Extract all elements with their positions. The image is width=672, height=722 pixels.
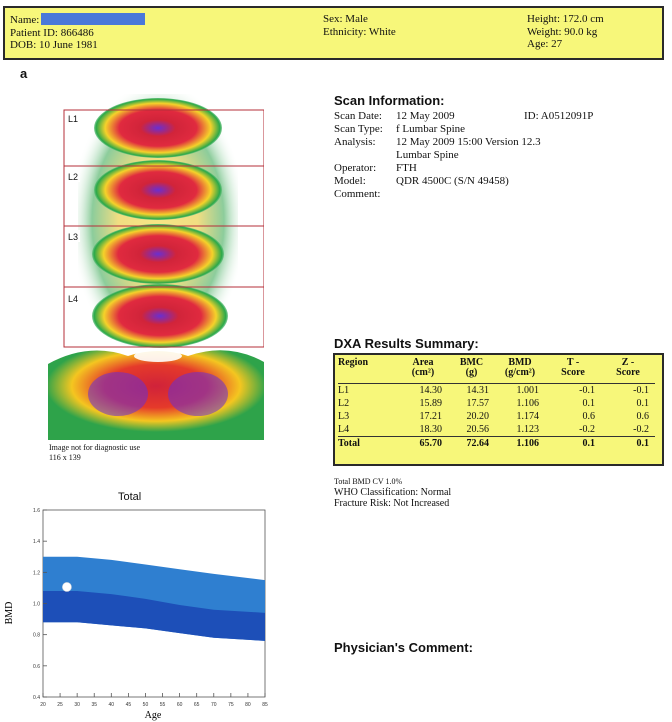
chart-y-tick-label: 0.8: [33, 632, 40, 639]
cell-region: L3: [338, 411, 350, 422]
cell-region: Total: [338, 437, 398, 451]
cell-bmc: 20.56: [466, 424, 489, 435]
scan-info-key: Analysis:: [334, 136, 376, 148]
patient-body-column: [527, 13, 604, 51]
bmd-reference-chart: [0, 505, 290, 722]
patient-ethnicity: Ethnicity: White: [323, 25, 396, 38]
chart-y-tick-label: 1.0: [33, 601, 40, 608]
table-header-row: [338, 358, 655, 384]
chart-x-tick-label: 85: [262, 702, 268, 708]
chart-x-tick-label: 50: [142, 702, 149, 708]
scan-id: ID: A0512091P: [524, 110, 594, 122]
col-z-label: Z -: [621, 357, 635, 368]
cell-t-score: 0.1: [582, 398, 595, 409]
scan-info-value: f Lumbar Spine: [396, 123, 466, 135]
col-z-unit: Score: [616, 367, 640, 378]
cell-bmd: 1.001: [516, 385, 539, 396]
table-row: [338, 410, 655, 423]
scan-info-value: 12 May 2009 15:00 Version 12.3: [396, 136, 541, 148]
cell-area: 14.30: [419, 385, 442, 396]
scan-info-row: [334, 136, 541, 149]
cell-z-score: -0.2: [633, 424, 649, 435]
col-bmd: [495, 358, 545, 384]
col-area-unit: (cm²): [411, 367, 435, 378]
scan-info-key: Scan Type:: [334, 123, 383, 135]
chart-y-tick-label: 1.2: [33, 570, 40, 577]
col-z-score: [601, 358, 655, 384]
scan-info-value: 12 May 2009: [396, 110, 455, 122]
cell-z-score: 0.1: [636, 398, 649, 409]
patient-dob: DOB: 10 June 1981: [10, 39, 98, 51]
cell-area: 65.70: [398, 437, 448, 451]
chart-xlabel: Age: [144, 710, 162, 721]
col-bmc-label: BMC: [459, 357, 484, 368]
patient-header: [3, 6, 664, 60]
scan-info-row: [334, 188, 541, 201]
name-label: Name:: [10, 14, 40, 26]
chart-ylabel: BMD: [4, 601, 15, 625]
cell-bmc: 17.57: [466, 398, 489, 409]
image-note-disclaimer: Image not for diagnostic use: [49, 443, 141, 452]
vertebra-label-l1: L1: [68, 114, 79, 124]
col-bmc-unit: (g): [465, 367, 478, 378]
chart-patient-point: [62, 582, 71, 591]
scan-info-row: [334, 175, 541, 188]
cell-z-score: -0.1: [633, 385, 649, 396]
scan-info-key: Operator:: [334, 162, 377, 174]
who-classification: WHO Classification: Normal: [334, 487, 452, 498]
cell-region: L4: [338, 424, 350, 435]
patient-age: Age: 27: [527, 38, 563, 50]
col-area: [398, 358, 448, 384]
cell-bmd: 1.106: [516, 398, 539, 409]
vertebra-label-l3: L3: [68, 232, 79, 242]
cell-region: L2: [338, 398, 350, 409]
col-t-label: T -: [566, 357, 580, 368]
scan-info-key: [334, 149, 396, 162]
cell-area: 15.89: [419, 398, 442, 409]
col-bmd-label: BMD: [508, 357, 532, 368]
image-note: [49, 443, 140, 463]
scan-info-row: [334, 123, 541, 136]
chart-x-tick-label: 75: [228, 702, 234, 708]
scan-info-value: QDR 4500C (S/N 49458): [396, 175, 509, 187]
cell-region: L1: [338, 385, 350, 396]
scan-info-value: FTH: [396, 162, 417, 174]
col-region: Region: [338, 358, 398, 384]
results-table: [333, 353, 664, 466]
scan-info-row: [334, 149, 541, 162]
chart-y-tick-label: 0.6: [33, 663, 40, 670]
chart-y-tick-label: 0.4: [33, 695, 40, 701]
table-row: [338, 384, 655, 398]
chart-x-tick-label: 80: [245, 702, 251, 708]
cell-z-score: 0.1: [601, 437, 655, 451]
patient-id: Patient ID: 866486: [10, 26, 94, 39]
cell-t-score: -0.1: [579, 385, 595, 396]
table-row: [338, 397, 655, 410]
redacted-name: [41, 13, 145, 25]
results-grid: [338, 358, 655, 450]
chart-x-tick-label: 65: [193, 702, 200, 708]
patient-demographics-column: [323, 13, 396, 38]
col-bmd-unit: (g/cm²): [504, 367, 536, 378]
spine-scan-graphic: [48, 94, 264, 440]
image-note-size: 116 x 139: [49, 453, 81, 462]
vertebra-label-l4: L4: [68, 294, 79, 304]
scan-info-row: [334, 110, 541, 123]
cell-t-score: 0.1: [545, 437, 601, 451]
cell-t-score: -0.2: [579, 424, 595, 435]
patient-weight: Weight: 90.0 kg: [527, 25, 598, 38]
chart-x-tick-label: 40: [108, 702, 115, 708]
patient-name: [10, 13, 145, 27]
vertebra-label-l2: L2: [68, 172, 79, 182]
scan-info-title: Scan Information:: [334, 93, 445, 108]
chart-x-tick-label: 60: [176, 702, 183, 708]
col-bmc: [448, 358, 495, 384]
bmd-cv-note: Total BMD CV 1.0%: [334, 477, 403, 486]
cell-area: 18.30: [419, 424, 442, 435]
patient-height: Height: 172.0 cm: [527, 13, 604, 25]
cell-bmd: 1.106: [495, 437, 545, 451]
cell-bmc: 20.20: [466, 411, 489, 422]
table-row: [338, 423, 655, 437]
chart-y-tick-label: 1.4: [33, 539, 40, 546]
scan-info-row: [334, 162, 541, 175]
fracture-risk: Fracture Risk: Not Increased: [334, 498, 450, 509]
cell-t-score: 0.6: [582, 411, 595, 422]
scan-info-key: Comment:: [334, 188, 381, 200]
col-t-score: [545, 358, 601, 384]
chart-x-tick-label: 45: [125, 702, 132, 708]
chart-y-tick-label: 1.6: [33, 508, 40, 514]
chart-x-tick-label: 25: [57, 702, 63, 708]
patient-sex: Sex: Male: [323, 13, 368, 25]
cell-z-score: 0.6: [636, 411, 649, 422]
cell-bmd: 1.123: [516, 424, 539, 435]
patient-id-column: [10, 13, 145, 52]
col-area-label: Area: [412, 357, 434, 368]
chart-x-tick-label: 55: [159, 702, 166, 708]
cell-bmc: 72.64: [448, 437, 495, 451]
chart-x-tick-label: 70: [210, 702, 217, 708]
cell-bmd: 1.174: [516, 411, 539, 422]
cell-bmc: 14.31: [466, 385, 489, 396]
chart-title: Total: [118, 491, 142, 503]
chart-x-tick-label: 20: [40, 702, 46, 708]
table-total-row: [338, 437, 655, 451]
col-t-unit: Score: [561, 367, 585, 378]
chart-x-tick-label: 30: [74, 702, 80, 708]
results-title: DXA Results Summary:: [334, 336, 479, 351]
physician-comment-title: Physician's Comment:: [334, 640, 473, 655]
scan-info-key: Model:: [334, 175, 366, 187]
scan-info-list: [334, 110, 541, 201]
scan-info-value: Lumbar Spine: [396, 149, 459, 161]
cell-area: 17.21: [419, 411, 442, 422]
results-notes: [334, 476, 451, 509]
chart-x-tick-label: 35: [91, 702, 98, 708]
spine-scan-image: [48, 94, 264, 440]
figure-label: a: [20, 66, 28, 81]
scan-info-key: Scan Date:: [334, 110, 382, 122]
